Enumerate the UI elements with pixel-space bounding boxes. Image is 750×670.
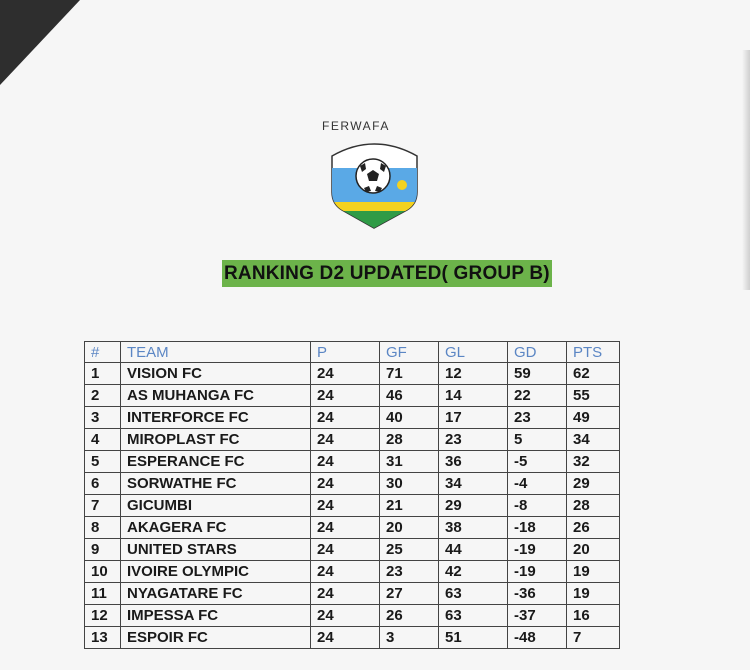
- goal-difference-cell: -19: [508, 539, 567, 561]
- goals-for-cell: 25: [380, 539, 439, 561]
- points-cell: 7: [567, 627, 620, 649]
- football-icon: [356, 159, 390, 193]
- goal-difference-cell: 22: [508, 385, 567, 407]
- played-cell: 24: [311, 451, 380, 473]
- team-cell: NYAGATARE FC: [121, 583, 311, 605]
- goals-against-cell: 51: [439, 627, 508, 649]
- page-fold-corner: [0, 0, 80, 85]
- goals-for-cell: 40: [380, 407, 439, 429]
- goal-difference-cell: -5: [508, 451, 567, 473]
- played-cell: 24: [311, 539, 380, 561]
- rank-cell: 12: [85, 605, 121, 627]
- table-row: [85, 539, 620, 561]
- table-row: [85, 473, 620, 495]
- table-row: [85, 605, 620, 627]
- points-cell: 34: [567, 429, 620, 451]
- page-edge-shadow: [742, 50, 750, 290]
- goal-difference-cell: -18: [508, 517, 567, 539]
- played-cell: 24: [311, 605, 380, 627]
- team-cell: ESPERANCE FC: [121, 451, 311, 473]
- header-team: TEAM: [121, 342, 311, 363]
- played-cell: 24: [311, 407, 380, 429]
- goals-against-cell: 14: [439, 385, 508, 407]
- played-cell: 24: [311, 561, 380, 583]
- table-row: [85, 451, 620, 473]
- goals-against-cell: 17: [439, 407, 508, 429]
- rank-cell: 3: [85, 407, 121, 429]
- points-cell: 55: [567, 385, 620, 407]
- goals-for-cell: 28: [380, 429, 439, 451]
- points-cell: 26: [567, 517, 620, 539]
- team-cell: AS MUHANGA FC: [121, 385, 311, 407]
- goals-against-cell: 29: [439, 495, 508, 517]
- table-row: [85, 561, 620, 583]
- goal-difference-cell: -36: [508, 583, 567, 605]
- header-points: PTS: [567, 342, 620, 363]
- table-row: [85, 517, 620, 539]
- goals-for-cell: 23: [380, 561, 439, 583]
- table-header-row: [85, 342, 620, 363]
- played-cell: 24: [311, 473, 380, 495]
- page-title: [222, 263, 552, 285]
- points-cell: 32: [567, 451, 620, 473]
- goal-difference-cell: 59: [508, 363, 567, 385]
- table-row: [85, 407, 620, 429]
- rank-cell: 10: [85, 561, 121, 583]
- goals-against-cell: 42: [439, 561, 508, 583]
- rank-cell: 11: [85, 583, 121, 605]
- table-row: [85, 495, 620, 517]
- header-goal-difference: GD: [508, 342, 567, 363]
- team-cell: INTERFORCE FC: [121, 407, 311, 429]
- rank-cell: 6: [85, 473, 121, 495]
- goal-difference-cell: 23: [508, 407, 567, 429]
- header-goals-against: GL: [439, 342, 508, 363]
- goal-difference-cell: 5: [508, 429, 567, 451]
- goals-for-cell: 71: [380, 363, 439, 385]
- goals-for-cell: 26: [380, 605, 439, 627]
- played-cell: 24: [311, 385, 380, 407]
- goals-against-cell: 34: [439, 473, 508, 495]
- points-cell: 29: [567, 473, 620, 495]
- goals-against-cell: 63: [439, 583, 508, 605]
- goal-difference-cell: -37: [508, 605, 567, 627]
- rank-cell: 9: [85, 539, 121, 561]
- played-cell: 24: [311, 429, 380, 451]
- ferwafa-logo: [322, 119, 427, 230]
- goal-difference-cell: -19: [508, 561, 567, 583]
- team-cell: VISION FC: [121, 363, 311, 385]
- points-cell: 49: [567, 407, 620, 429]
- goals-for-cell: 20: [380, 517, 439, 539]
- points-cell: 62: [567, 363, 620, 385]
- rank-cell: 13: [85, 627, 121, 649]
- table-body: [85, 363, 620, 649]
- goals-against-cell: 36: [439, 451, 508, 473]
- team-cell: ESPOIR FC: [121, 627, 311, 649]
- played-cell: 24: [311, 583, 380, 605]
- points-cell: 20: [567, 539, 620, 561]
- team-cell: UNITED STARS: [121, 539, 311, 561]
- sun-icon: [397, 180, 407, 190]
- goals-against-cell: 12: [439, 363, 508, 385]
- goals-for-cell: 21: [380, 495, 439, 517]
- team-cell: IVOIRE OLYMPIC: [121, 561, 311, 583]
- header-rank: #: [85, 342, 121, 363]
- played-cell: 24: [311, 495, 380, 517]
- team-cell: SORWATHE FC: [121, 473, 311, 495]
- played-cell: 24: [311, 627, 380, 649]
- goals-against-cell: 44: [439, 539, 508, 561]
- table-row: [85, 583, 620, 605]
- rank-cell: 1: [85, 363, 121, 385]
- logo-text: FERWAFA: [322, 119, 390, 133]
- header-played: P: [311, 342, 380, 363]
- team-cell: GICUMBI: [121, 495, 311, 517]
- goals-for-cell: 3: [380, 627, 439, 649]
- points-cell: 16: [567, 605, 620, 627]
- table-row: [85, 385, 620, 407]
- rank-cell: 4: [85, 429, 121, 451]
- played-cell: 24: [311, 517, 380, 539]
- rank-cell: 2: [85, 385, 121, 407]
- goals-against-cell: 63: [439, 605, 508, 627]
- goal-difference-cell: -8: [508, 495, 567, 517]
- goals-against-cell: 38: [439, 517, 508, 539]
- played-cell: 24: [311, 363, 380, 385]
- table-row: [85, 627, 620, 649]
- rank-cell: 7: [85, 495, 121, 517]
- table-row: [85, 429, 620, 451]
- rank-cell: 8: [85, 517, 121, 539]
- goals-for-cell: 30: [380, 473, 439, 495]
- team-cell: IMPESSA FC: [121, 605, 311, 627]
- table-row: [85, 363, 620, 385]
- points-cell: 19: [567, 561, 620, 583]
- ranking-table: [84, 341, 620, 649]
- points-cell: 19: [567, 583, 620, 605]
- team-cell: AKAGERA FC: [121, 517, 311, 539]
- header-goals-for: GF: [380, 342, 439, 363]
- team-cell: MIROPLAST FC: [121, 429, 311, 451]
- rank-cell: 5: [85, 451, 121, 473]
- goals-for-cell: 46: [380, 385, 439, 407]
- goals-for-cell: 31: [380, 451, 439, 473]
- goals-for-cell: 27: [380, 583, 439, 605]
- goal-difference-cell: -4: [508, 473, 567, 495]
- title-highlight: RANKING D2 UPDATED( GROUP B): [222, 260, 552, 287]
- points-cell: 28: [567, 495, 620, 517]
- goal-difference-cell: -48: [508, 627, 567, 649]
- goals-against-cell: 23: [439, 429, 508, 451]
